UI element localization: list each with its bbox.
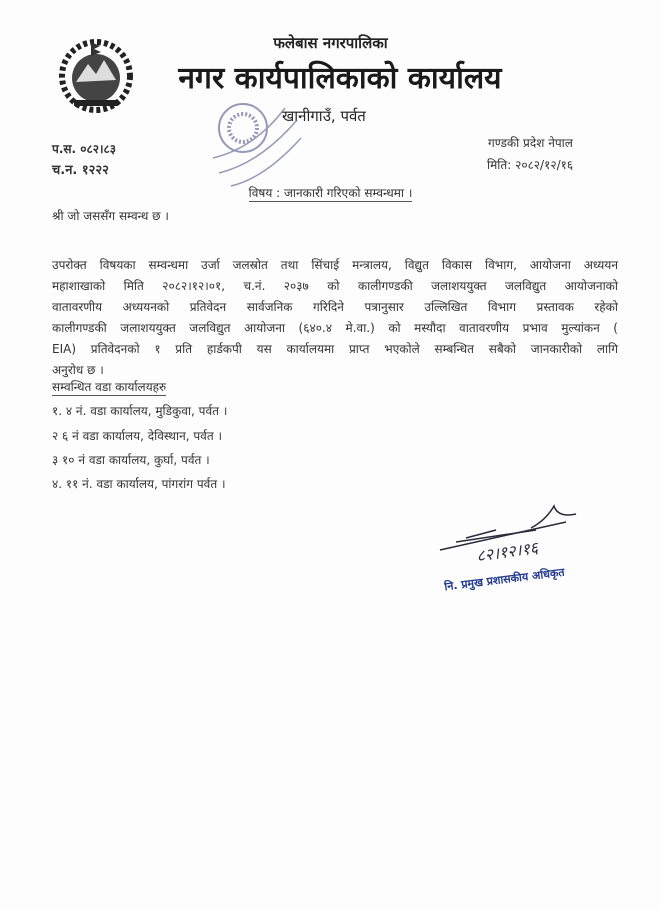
dispatch-number: च.न. १२२२ [52,163,109,178]
body-line: उपरोक्त विषयका सम्वन्धमा उर्जा जलस्रोत तथा सिंचाई मन्त्रालय, विद्युत विकास विभाग, आयोजना अध्ययन [52,258,618,272]
ward-item: ३ १० नं वडा कार्यालय, कुर्घा, पर्वत । [52,453,210,467]
subject-line [0,184,661,201]
letter-date: मिति: २०८२/१२/१६ [487,158,574,172]
body-line: वातावरणीय अध्ययनको प्रतिवेदन सार्वजनिक गरिदिने पत्रानुसार उल्लिखित विभाग प्रस्तावक रहेको [52,300,618,314]
reference-number: प.स. ०८२।८३ [52,142,116,156]
office-stamp [205,98,305,193]
signature-date: ८२।१२।१६ [475,538,540,565]
ward-item: २ ६ नं वडा कार्यालय, देविस्थान, पर्वत । [52,429,223,443]
body-line: EIA) प्रतिवेदनको १ प्रति हार्डकपी यस कार्यालयमा प्राप्त भएकोले सम्बन्धित सबैको जानकारीको लागि [52,342,618,356]
body-line: अनुरोध छ । [52,363,104,377]
office-title: नगर कार्यपालिकाको कार्यालय [178,61,502,96]
body-line: कालीगण्डकी जलाशययुक्त जलविद्युत आयोजना (६४०.४ मे.वा.) को मस्यौदा वातावरणीय प्रभाव मुल्यांकन ( [52,321,618,335]
signature [436,500,586,565]
ward-item: ४. ११ नं. वडा कार्यालय, पांगरांग पर्वत । [52,477,226,491]
municipality-name: फलेबास नगरपालिका [273,34,388,52]
subject-text: विषय : जानकारी गरिएको सम्वन्धमा । [248,186,413,200]
signatory-title: नि. प्रमुख प्रशासकीय अधिकृत [443,565,566,594]
ward-item: १. ४ नं. वडा कार्यालय, मुडिकुवा, पर्वत । [52,404,228,418]
body-line: महाशाखाको मिति २०८२।१२।०१, च.नं. २०३७ को कालीगण्डकी जलाशययुक्त जलविद्युत आयोजनाको [52,279,618,293]
salutation: श्री जो जससँग सम्वन्ध छ । [52,209,169,223]
office-address: खानीगाउँ, पर्वत [282,107,366,125]
ward-offices-heading: सम्वन्धित वडा कार्यालयहरु [52,380,167,394]
province: गण्डकी प्रदेश नेपाल [488,136,573,150]
